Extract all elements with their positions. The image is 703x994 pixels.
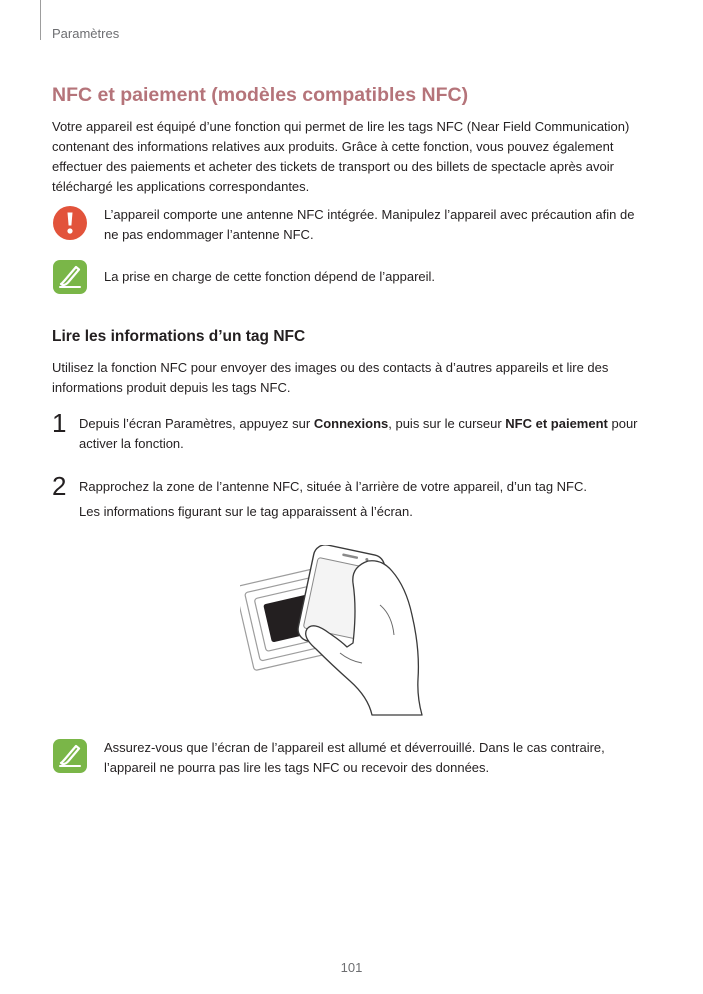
step-2-text xyxy=(79,477,652,522)
note-icon xyxy=(52,259,88,295)
nfc-payment-label: NFC et paiement xyxy=(505,416,608,431)
step-2-line-1: Rapprochez la zone de l’antenne NFC, située à l’arrière de votre appareil, d’un tag NFC. xyxy=(79,479,587,494)
intro-paragraph: Votre appareil est équipé d’une fonction qui permet de lire les tags NFC (Near Field Communication) contenant des informations relatives aux produits. Grâce à cette fonction, vous pouvez également effectuer des paiements et acheter des tickets de transport ou des billets de spectacle après avoir téléchargé les applications correspondantes. xyxy=(52,119,630,194)
section-intro: Utilisez la fonction NFC pour envoyer des images ou des contacts à d’autres appareils et lire des informations produit depuis les tags NFC. xyxy=(52,360,609,395)
step-number-1: 1 xyxy=(52,408,67,438)
page-number: 101 xyxy=(340,960,363,975)
step-1-text: Depuis l’écran Paramètres, appuyez sur Connexions, puis sur le curseur NFC et paiement pour activer la fonction. xyxy=(79,416,638,451)
note-icon xyxy=(52,738,88,774)
page-title: NFC et paiement (modèles compatibles NFC) xyxy=(52,84,469,106)
nfc-tag-illustration xyxy=(240,545,465,717)
section-title: Lire les informations d’un tag NFC xyxy=(52,328,306,345)
caution-icon xyxy=(52,205,88,241)
caution-text: L’appareil comporte une antenne NFC intégrée. Manipulez l’appareil avec précaution afin de ne pas endommager l’antenne NFC. xyxy=(104,207,635,242)
note-text-2: Assurez-vous que l’écran de l’appareil est allumé et déverrouillé. Dans le cas contraire, l’appareil ne pourra pas lire les tags NFC ou recevoir des données. xyxy=(104,740,605,775)
step-number-2: 2 xyxy=(52,471,67,501)
note-text-1: La prise en charge de cette fonction dépend de l’appareil. xyxy=(104,269,436,284)
margin-rule xyxy=(40,0,41,40)
connexions-label: Connexions xyxy=(313,416,389,431)
running-header: Paramètres xyxy=(52,26,120,41)
step-2-line-2: Les informations figurant sur le tag apparaissent à l’écran. xyxy=(79,504,413,519)
